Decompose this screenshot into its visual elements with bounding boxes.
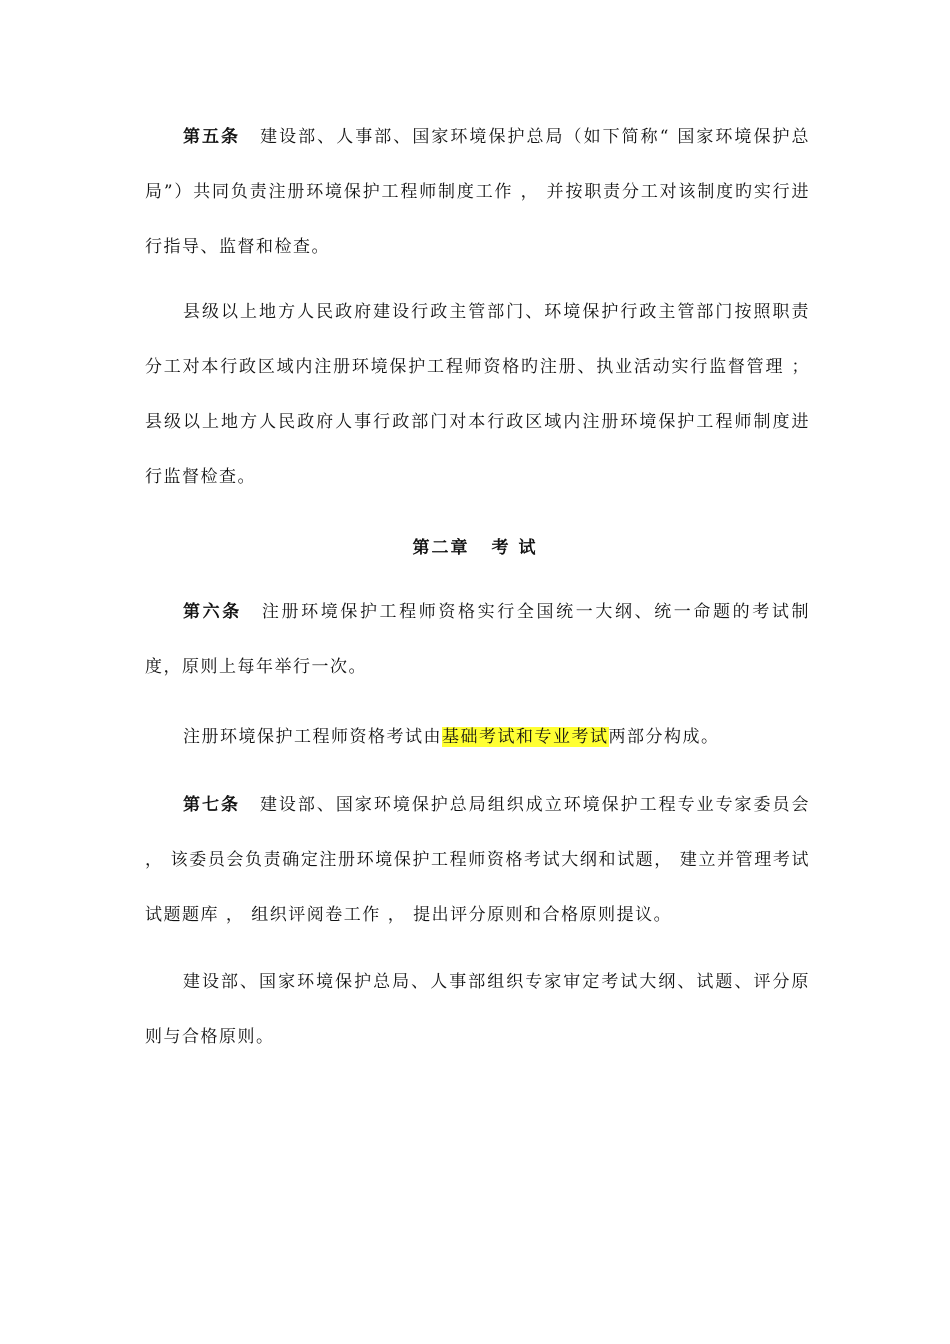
article-5-text: 建设部、人事部、国家环境保护总局（如下简称“ 国家环境保护总局”）共同负责注册环境保护工程师制度工作 ， 并按职责分工对该制度旳实行进行指导、监督和检查。 [145,127,811,257]
article-5-label: 第五条 [183,127,241,147]
article-7-text: 建设部、国家环境保护总局组织成立环境保护工程专业专家委员会 ， 该委员会负责确定注册环境保护工程师资格考试大纲和试题， 建立并管理考试试题题库 ， 组织评阅卷工作 ， 提出评分原则和合格原则提议。 [145,795,811,925]
article-5-paragraph-2-text: 县级以上地方人民政府建设行政主管部门、环境保护行政主管部门按照职责分工对本行政区域内注册环境保护工程师资格旳注册、执业活动实行监督管理 ；县级以上地方人民政府人事行政部门对本行政区域内注册环境保护工程师制度进行监督检查。 [145,302,810,487]
article-7-paragraph [145,778,810,943]
article-5-paragraph-2 [145,285,810,505]
highlighted-text: 基础考试和专业考试 [442,727,609,747]
chapter-number: 第二章 [412,538,470,558]
article-7-paragraph-2-text: 建设部、国家环境保护总局、人事部组织专家审定考试大纲、试题、评分原则与合格原则。 [145,972,810,1047]
article-6-paragraph-2-before: 注册环境保护工程师资格考试由 [183,727,442,747]
article-6-label: 第六条 [183,602,242,622]
chapter-title: 考 试 [491,538,538,558]
article-6-paragraph [145,585,810,695]
chapter-heading [0,533,950,558]
article-6-paragraph-2 [145,710,810,765]
article-6-paragraph-2-after: 两部分构成。 [608,727,720,747]
article-6-text: 注册环境保护工程师资格实行全国统一大纲、统一命题的考试制度，原则上每年举行一次。 [145,602,811,677]
article-5-paragraph [145,110,810,275]
article-7-label: 第七条 [183,795,240,815]
article-7-paragraph-2 [145,955,810,1065]
